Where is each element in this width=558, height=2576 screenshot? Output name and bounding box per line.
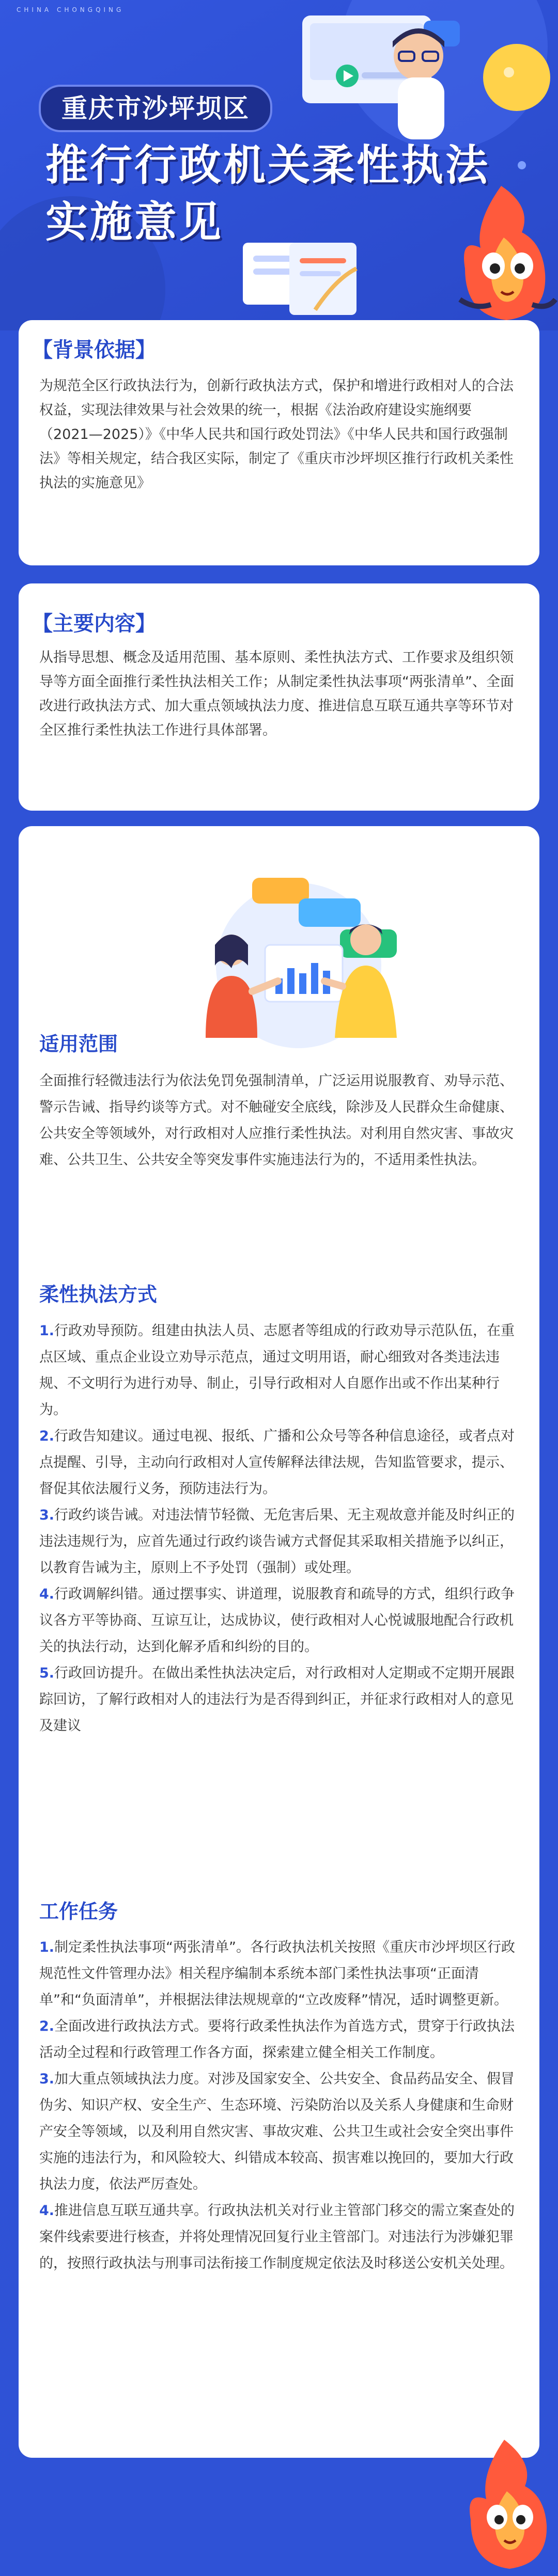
method-item: 2.行政告知建议。通过电视、报纸、广播和公众号等各种信息途径，或者点对点提醒、引导，主动向行政相对人宣传解释法律法规，告知监管要求，提示、督促其依法履行义务，预防违法行为。	[39, 1428, 515, 1497]
tasks-list	[39, 1934, 521, 2277]
district-badge: 重庆市沙坪坝区	[39, 85, 272, 132]
main-content-card	[19, 583, 539, 811]
scope-text: 全面推行轻微违法行为依法免罚免强制清单，广泛运用说服教育、劝导示范、警示告诫、指导约谈等方式。对不触碰安全底线，除涉及人民群众生命健康、公共安全等领域外，对行政相对人应推行柔性执法。对利用自然灾害、事故灾难、公共卫生、公共安全等突发事件实施违法行为的，不适用柔性执法。	[39, 1073, 514, 1168]
scope-title: 适用范围	[39, 1033, 118, 1055]
main-content-label: 【主要内容】	[32, 612, 156, 636]
details-card	[19, 826, 539, 2458]
methods-list	[39, 1318, 521, 1739]
flame-mascot-top	[444, 176, 558, 330]
background-text: 为规范全区行政执法行为，创新行政执法方式，保护和增进行政相对人的合法权益，实现法律效果与社会效果的统一，根据《法治政府建设实施纲要（2021—2025）》《中华人民共和国行政处罚法》《中华人民共和国行政强制法》等相关规定，结合我区实际，制定了《重庆市沙坪坝区推行行政机关柔性执法的实施意见》	[39, 378, 514, 491]
tasks-title: 工作任务	[39, 1900, 118, 1923]
task-item: 3.加大重点领域执法力度。对涉及国家安全、公共安全、食品药品安全、假冒伪劣、知识产权、安全生产、生态环境、污染防治以及关系人身健康和生命财产安全等领域，以及利用自然灾害、事故灾难、公共卫生或社会安全突出事件实施的违法行为，和风险较大、纠错成本较高、损害难以挽回的，要加大行政执法力度，依法严厉查处。	[39, 2071, 515, 2192]
page-title-line1: 推行行政机关柔性执法	[45, 141, 490, 190]
discussion-illustration	[175, 862, 423, 1048]
flame-mascot-bottom	[453, 2435, 556, 2574]
page-title-line2: 实施意见	[45, 198, 224, 247]
method-item: 4.行政调解纠错。通过摆事实、讲道理，说服教育和疏导的方式，组织行政争议各方平等协商、互谅互让，达成协议，使行政相对人心悦诚服地配合行政机关的执法行动，达到化解矛盾和纠纷的目的。	[39, 1586, 515, 1655]
methods-title: 柔性执法方式	[39, 1283, 158, 1306]
method-item: 5.行政回访提升。在做出柔性执法决定后，对行政相对人定期或不定期开展跟踪回访，了解行政相对人的违法行为是否得到纠正，并征求行政相对人的意见及建议	[39, 1665, 515, 1734]
hero-tag: CHINA CHONGQING	[17, 6, 125, 13]
task-item: 4.推进信息互联互通共享。行政执法机关对行业主管部门移交的需立案查处的案件线索要进行核查，并将处理情况回复行业主管部门。对违法行为涉嫌犯罪的，按照行政执法与刑事司法衔接工作制度规定依法及时移送公安机关处理。	[39, 2203, 515, 2271]
background-card	[19, 320, 539, 565]
task-item: 1.制定柔性执法事项“两张清单”。各行政执法机关按照《重庆市沙坪坝区行政规范性文件管理办法》相关程序编制本系统本部门柔性执法事项“正面清单”和“负面清单”，并根据法律法规规章的“立改废释”情况，适时调整更新。	[39, 1939, 516, 2008]
method-item: 1.行政劝导预防。组建由执法人员、志愿者等组成的行政劝导示范队伍，在重点区域、重点企业设立劝导示范点，通过文明用语，耐心细致对各类违法违规、不文明行为进行劝导、制止，引导行政相对人自愿作出或不作出某种行为。	[39, 1323, 515, 1418]
hero-banner	[0, 0, 558, 330]
method-item: 3.行政约谈告诫。对违法情节轻微、无危害后果、无主观故意并能及时纠正的违法违规行为，应首先通过行政约谈告诫方式督促其采取相关措施予以纠正，以教育告诫为主，原则上不予处罚（强制）或处理。	[39, 1507, 515, 1576]
main-content-text: 从指导思想、概念及适用范围、基本原则、柔性执法方式、工作要求及组织领导等方面全面推行柔性执法相关工作；从制定柔性执法事项“两张清单”、全面改进行政执法方式、加大重点领域执法力度、推进信息互联互通共享等环节对全区推行柔性执法工作进行具体部署。	[39, 650, 514, 738]
background-label: 【背景依据】	[32, 338, 156, 362]
task-item: 2.全面改进行政执法方式。要将行政柔性执法作为首选方式，贯穿于行政执法活动全过程和行政管理工作各方面，探索建立健全相关工作制度。	[39, 2018, 515, 2061]
